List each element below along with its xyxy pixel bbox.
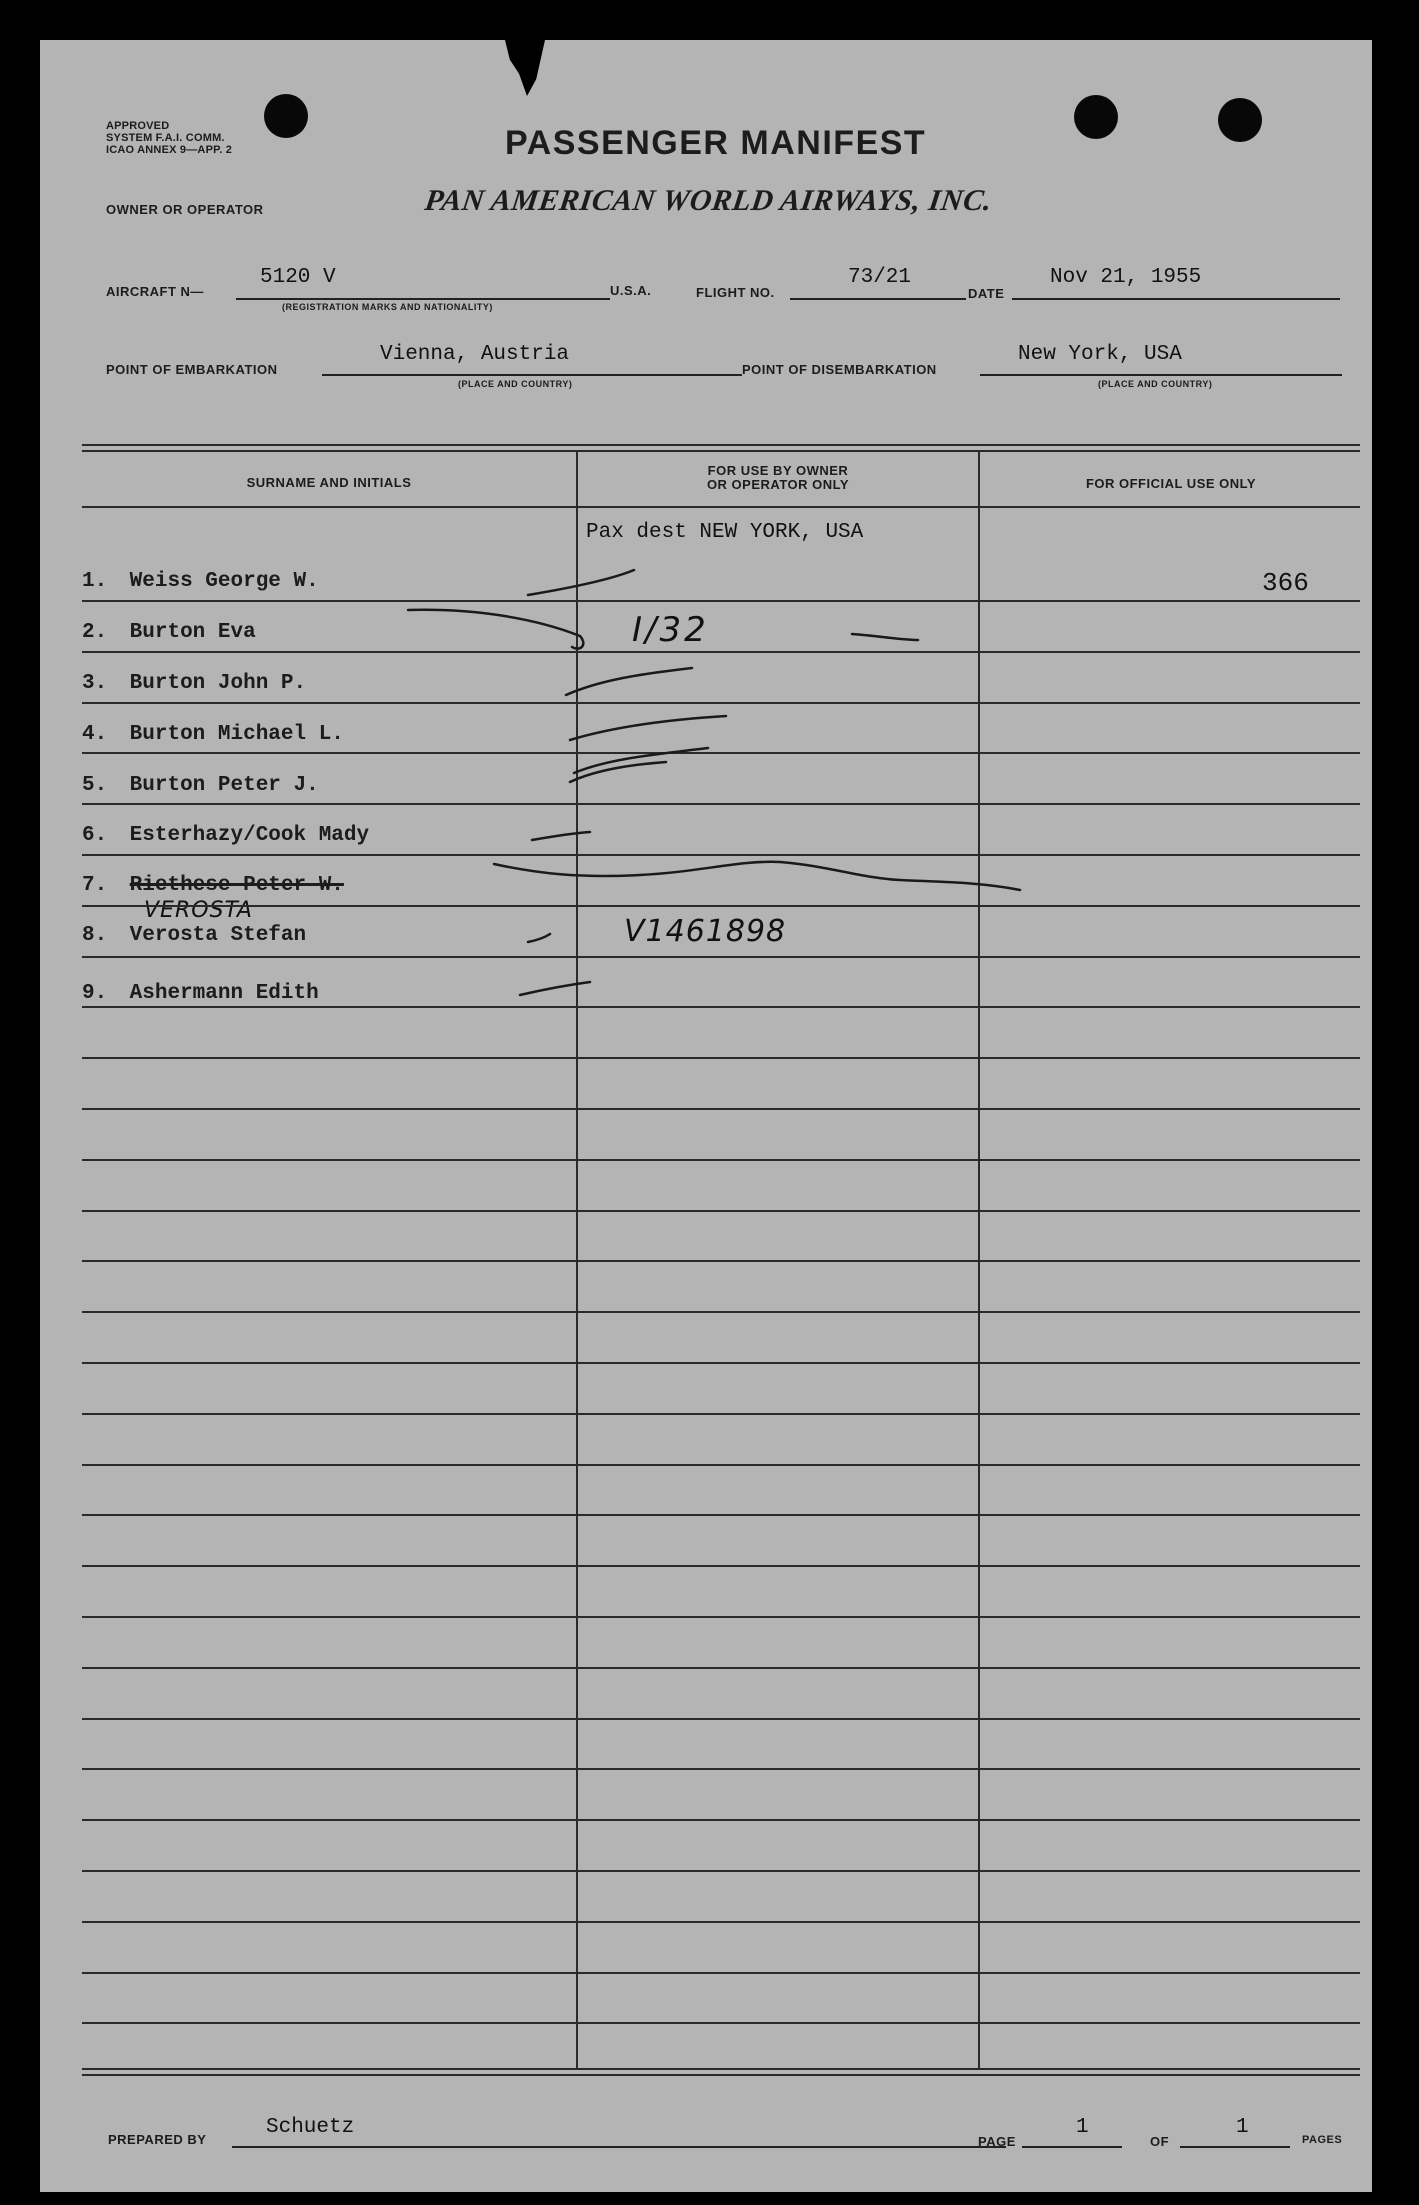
page-value: 1 xyxy=(1076,2116,1089,2139)
passenger-name: Burton Michael L. xyxy=(129,723,344,746)
embarkation-label: POINT OF EMBARKATION xyxy=(106,362,278,377)
header-line: OR OPERATOR ONLY xyxy=(706,477,850,492)
nationality-label: U.S.A. xyxy=(610,283,652,298)
approval-line: APPROVED xyxy=(106,120,170,132)
date-label: DATE xyxy=(968,286,1005,301)
aircraft-sublabel: (REGISTRATION MARKS AND NATIONALITY) xyxy=(282,302,493,312)
passenger-name: Burton John P. xyxy=(129,672,307,695)
official-number: 366 xyxy=(1262,568,1309,598)
passenger-name: Esterhazy/Cook Mady xyxy=(129,824,370,847)
pen-tick xyxy=(574,748,708,773)
pen-tick xyxy=(528,570,634,595)
aircraft-label: AIRCRAFT N— xyxy=(106,284,204,299)
date-value: Nov 21, 1955 xyxy=(1050,266,1202,289)
page-title: PASSENGER MANIFEST xyxy=(505,124,927,162)
pen-strokes xyxy=(40,40,1372,2192)
official-column-header: FOR OFFICIAL USE ONLY xyxy=(1085,476,1257,491)
operator-note: Pax dest NEW YORK, USA xyxy=(586,521,864,544)
row-number: 2. xyxy=(82,621,108,644)
handwritten-note: I/32 xyxy=(632,610,709,650)
aircraft-value: 5120 V xyxy=(260,266,336,289)
row-number: 7. xyxy=(82,874,108,897)
disembarkation-label: POINT OF DISEMBARKATION xyxy=(742,362,937,377)
row-number: 4. xyxy=(82,723,108,746)
passenger-name: Verosta Stefan xyxy=(129,924,307,947)
header-line: FOR USE BY OWNER xyxy=(707,463,849,478)
of-value: 1 xyxy=(1236,2116,1249,2139)
handwritten-correction: VEROSTA xyxy=(144,898,253,923)
row-number: 9. xyxy=(82,982,108,1005)
row-number: 1. xyxy=(82,570,108,593)
approval-line: SYSTEM F.A.I. COMM. xyxy=(106,132,225,144)
pen-tick xyxy=(566,668,692,695)
row-number: 8. xyxy=(82,924,108,947)
prepared-value: Schuetz xyxy=(266,2116,355,2139)
pen-tick xyxy=(570,762,666,782)
surname-column-header: SURNAME AND INITIALS xyxy=(246,475,412,490)
owner-label: OWNER OR OPERATOR xyxy=(106,202,264,217)
page-line xyxy=(1022,2146,1122,2148)
disembarkation-value: New York, USA xyxy=(1018,343,1182,366)
pen-tick xyxy=(520,982,590,995)
pen-tick xyxy=(408,610,583,649)
flight-label: FLIGHT NO. xyxy=(696,285,775,300)
passenger-name: Burton Peter J. xyxy=(129,774,319,797)
disembarkation-sublabel: (PLACE AND COUNTRY) xyxy=(1098,379,1213,389)
page-label: PAGE xyxy=(978,2134,1016,2149)
passenger-name-struck: Riethese Peter W. xyxy=(129,874,344,897)
pen-wave xyxy=(494,862,1020,890)
pen-tick xyxy=(852,634,918,640)
pen-tick xyxy=(532,832,590,840)
passenger-name: Weiss George W. xyxy=(129,570,319,593)
prepared-label: PREPARED BY xyxy=(108,2132,207,2147)
manifest-page xyxy=(40,40,1372,2192)
passenger-name: Burton Eva xyxy=(129,621,256,644)
row-number: 6. xyxy=(82,824,108,847)
company-name: PAN AMERICAN WORLD AIRWAYS, INC. xyxy=(422,184,995,217)
approval-line: ICAO ANNEX 9—APP. 2 xyxy=(106,144,233,156)
handwritten-note: V1461898 xyxy=(624,914,787,949)
flight-value: 73/21 xyxy=(848,266,912,289)
row-number: 5. xyxy=(82,774,108,797)
row-number: 3. xyxy=(82,672,108,695)
pages-label: PAGES xyxy=(1302,2134,1343,2146)
pen-tick xyxy=(528,934,550,942)
of-label: OF xyxy=(1150,2134,1170,2149)
of-line xyxy=(1180,2146,1290,2148)
pen-tick xyxy=(570,716,726,740)
passenger-name: Ashermann Edith xyxy=(129,982,319,1005)
embarkation-value: Vienna, Austria xyxy=(380,343,570,366)
embarkation-sublabel: (PLACE AND COUNTRY) xyxy=(458,379,573,389)
prepared-line xyxy=(232,2146,1006,2148)
